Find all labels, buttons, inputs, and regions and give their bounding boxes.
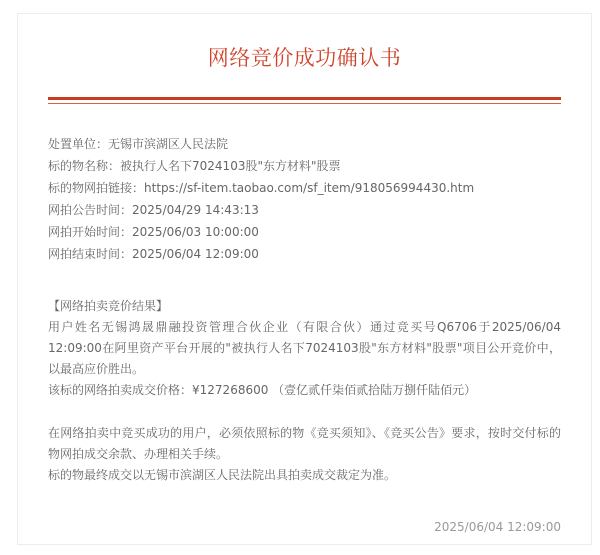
info-row-subject-name — [48, 155, 561, 177]
info-value: 2025/04/29 14:43:13 — [132, 203, 259, 217]
info-row-announce-time — [48, 199, 561, 221]
info-label: 标的物网拍链接： — [48, 181, 145, 195]
note-final-ruling: 标的物最终成交以无锡市滨湖区人民法院出具拍卖成交裁定为准。 — [48, 468, 397, 482]
info-row-disposal-unit — [48, 133, 561, 155]
info-rows — [48, 133, 561, 265]
info-label: 网拍公告时间： — [48, 203, 133, 217]
page-title: 网络竞价成功确认书 — [207, 46, 402, 70]
info-row-auction-link — [48, 177, 561, 199]
title-divider — [48, 97, 561, 104]
document-body — [18, 133, 591, 538]
price-value: ¥127268600 （壹亿贰仟柒佰贰拾陆万捌仟陆佰元） — [192, 383, 477, 397]
info-value: 被执行人名下7024103股"东方材料"股票 — [120, 159, 341, 173]
note-payment-requirement: 在网络拍卖中竞买成功的用户，必须依照标的物《竞买须知》、《竞买公告》要求，按时交付标的物网拍成交余款、办理相关手续。 — [48, 426, 561, 461]
info-label: 处置单位： — [48, 137, 109, 151]
result-section-heading: 【网络拍卖竞价结果】 — [48, 299, 169, 313]
info-row-start-time — [48, 221, 561, 243]
info-value: 2025/06/04 12:09:00 — [132, 247, 259, 261]
info-label: 网拍结束时间： — [48, 247, 133, 261]
winner-paragraph: 用户姓名无锡鸿晟鼎融投资管理合伙企业（有限合伙）通过竞买号Q6706于2025/06/04 12:09:00在阿里资产平台开展的"被执行人名下7024103股"东方材料"股票"项目公开竞价中，以最高应价胜出。 — [48, 320, 561, 376]
auction-link-url: https://sf-item.taobao.com/sf_item/918056994430.htm — [144, 181, 475, 195]
info-value: 2025/06/03 10:00:00 — [132, 225, 259, 239]
price-line — [48, 380, 561, 401]
info-label: 标的物名称： — [48, 159, 121, 173]
info-label: 网拍开始时间： — [48, 225, 133, 239]
info-value: 无锡市滨湖区人民法院 — [108, 137, 229, 151]
footer-datetime: 2025/06/04 12:09:00 — [434, 520, 561, 534]
info-row-end-time — [48, 243, 561, 265]
price-label: 该标的网络拍卖成交价格： — [48, 383, 193, 397]
divider-thin-line — [48, 103, 561, 104]
confirmation-card — [17, 13, 592, 545]
divider-thick-line — [48, 97, 561, 100]
notes-section — [48, 423, 561, 486]
